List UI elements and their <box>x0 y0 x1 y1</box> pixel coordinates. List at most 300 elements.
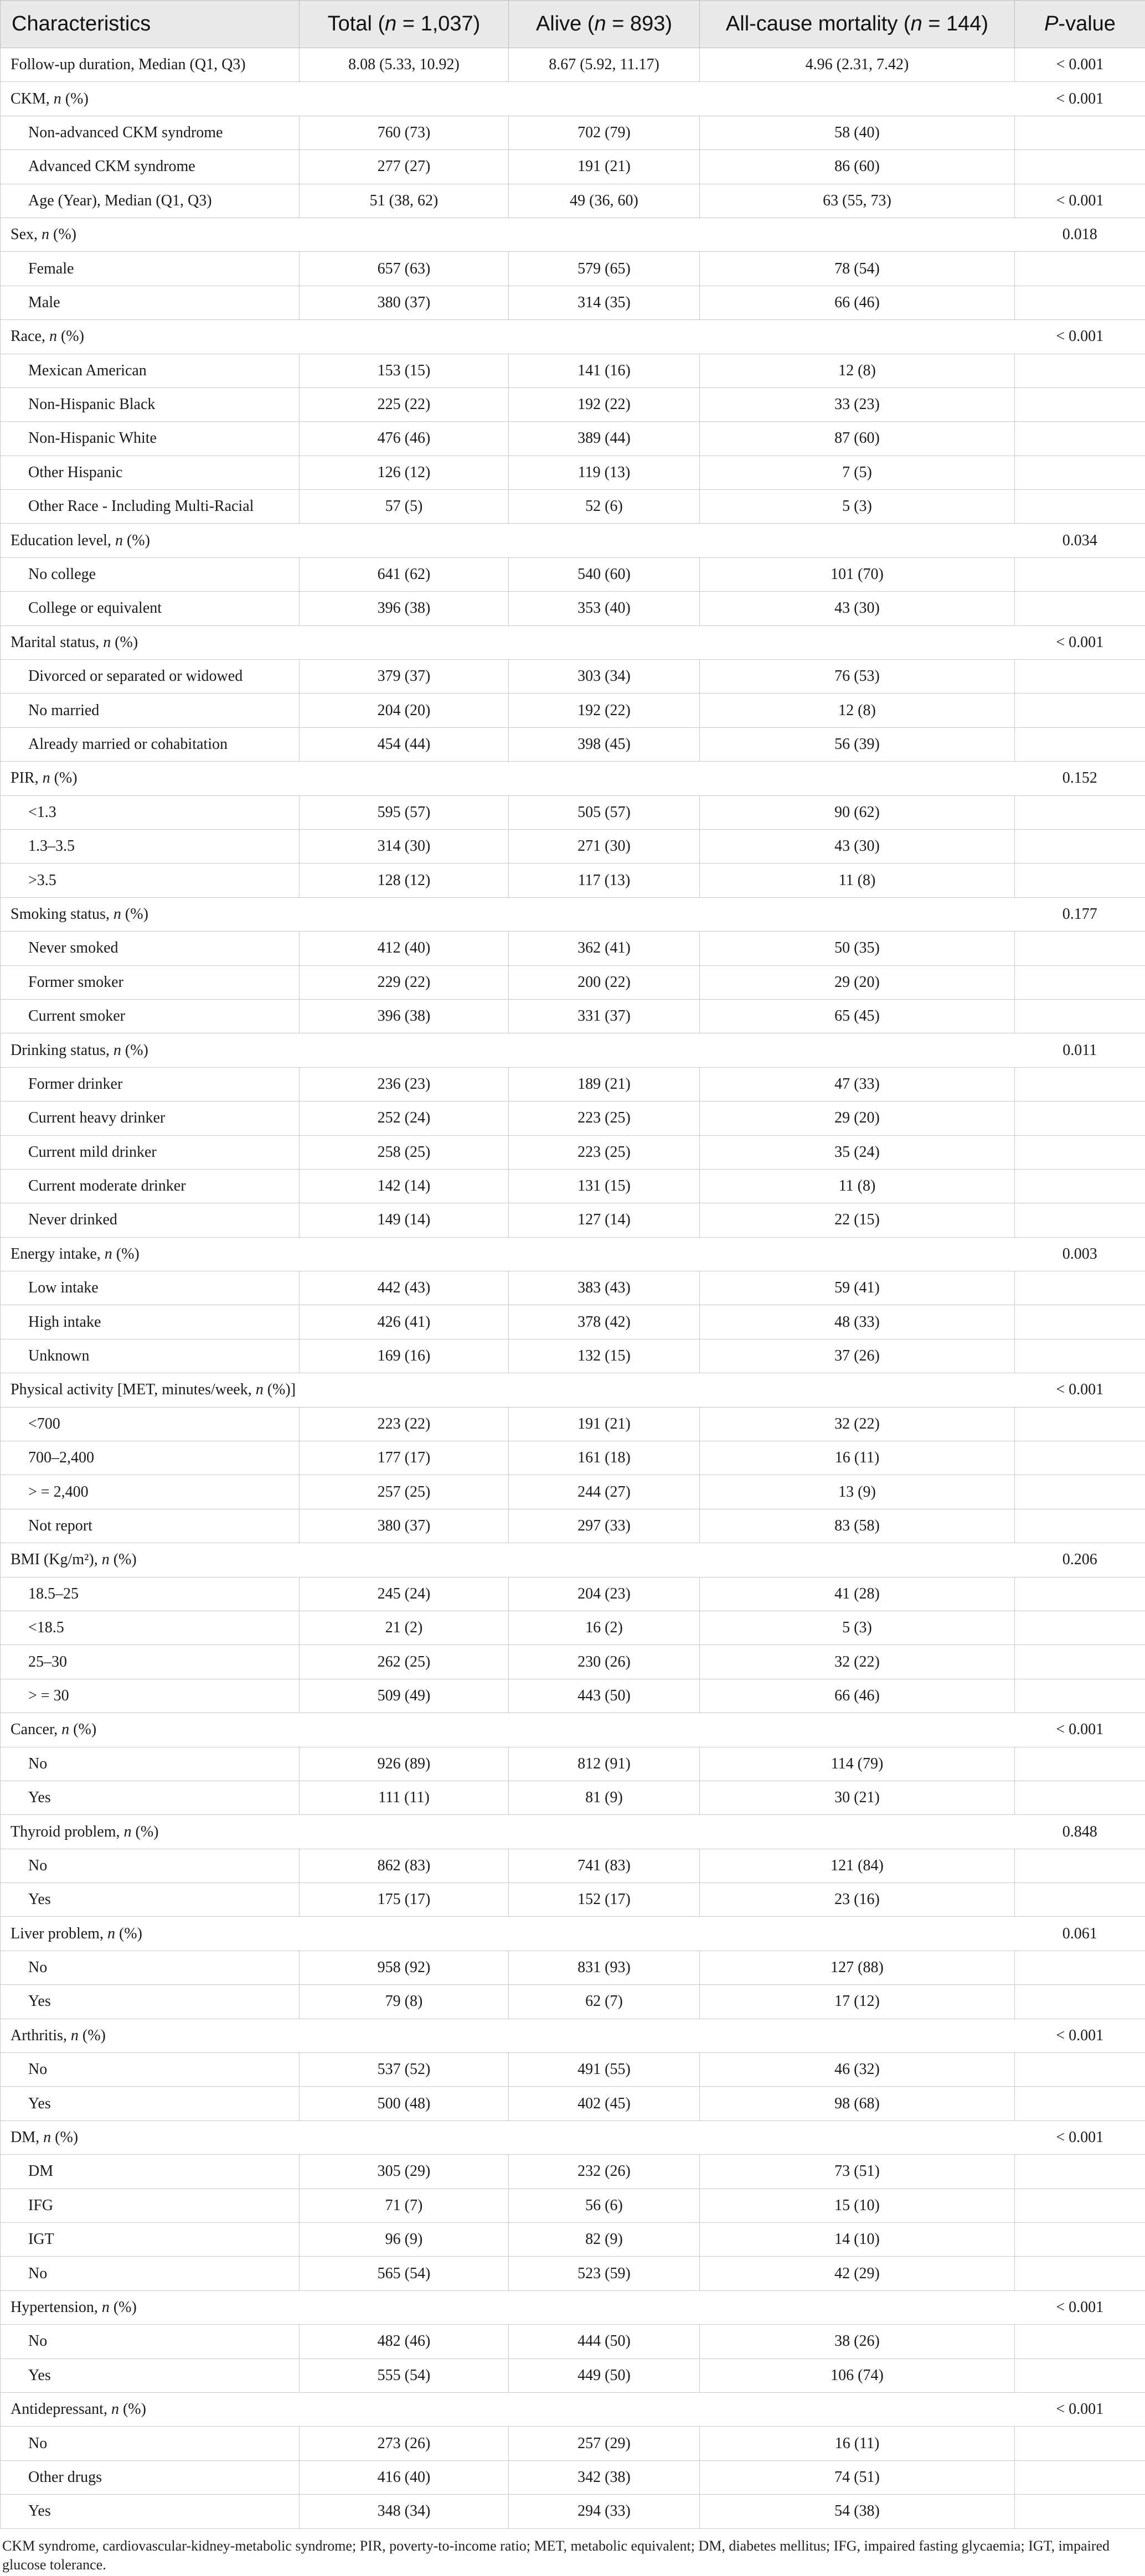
cell-alive <box>509 2019 700 2052</box>
cell-mortality: 17 (12) <box>700 1985 1015 2019</box>
cell-total: 305 (29) <box>300 2155 509 2189</box>
cell-alive <box>509 524 700 557</box>
cell-label: High intake <box>1 1305 300 1339</box>
cell-pvalue: < 0.001 <box>1015 2019 1145 2052</box>
table-row <box>1 116 1145 149</box>
cell-mortality <box>700 2290 1015 2324</box>
cell-mortality: 23 (16) <box>700 1883 1015 1917</box>
table-row <box>1 1883 1145 1917</box>
cell-alive <box>509 1033 700 1067</box>
cell-pvalue <box>1015 1339 1145 1373</box>
cell-pvalue: < 0.001 <box>1015 82 1145 116</box>
cell-mortality <box>700 320 1015 354</box>
cell-label: Non-Hispanic White <box>1 422 300 456</box>
table-row <box>1 2087 1145 2120</box>
cell-label: No <box>1 1951 300 1984</box>
cell-total: 416 (40) <box>300 2460 509 2494</box>
cell-pvalue: 0.003 <box>1015 1237 1145 1271</box>
cell-mortality: 106 (74) <box>700 2358 1015 2392</box>
cell-total <box>300 2019 509 2052</box>
cell-pvalue <box>1015 1271 1145 1305</box>
cell-pvalue <box>1015 2495 1145 2528</box>
cell-label: Thyroid problem, n (%) <box>1 1815 300 1849</box>
cell-label: Yes <box>1 2358 300 2392</box>
cell-label: Follow-up duration, Median (Q1, Q3) <box>1 48 300 82</box>
table-row <box>1 1917 1145 1951</box>
cell-pvalue <box>1015 354 1145 387</box>
cell-mortality: 37 (26) <box>700 1339 1015 1373</box>
cell-mortality: 38 (26) <box>700 2325 1015 2358</box>
cell-label: Energy intake, n (%) <box>1 1237 300 1271</box>
table-row <box>1 2495 1145 2528</box>
cell-alive: 232 (26) <box>509 2155 700 2189</box>
col-header-mortality: All-cause mortality (n = 144) <box>700 1 1015 48</box>
table-row <box>1 1237 1145 1271</box>
cell-total: 142 (14) <box>300 1169 509 1203</box>
table-row <box>1 1033 1145 1067</box>
table-row <box>1 320 1145 354</box>
cell-pvalue <box>1015 1475 1145 1509</box>
cell-total <box>300 1815 509 1849</box>
col-header-pvalue: P-value <box>1015 1 1145 48</box>
table-row <box>1 1169 1145 1203</box>
table-row <box>1 829 1145 863</box>
cell-label: 700–2,400 <box>1 1441 300 1475</box>
cell-total: 657 (63) <box>300 252 509 286</box>
cell-label: 25–30 <box>1 1645 300 1679</box>
cell-label: No <box>1 1849 300 1882</box>
cell-alive: 204 (23) <box>509 1577 700 1611</box>
header-row <box>1 1 1145 48</box>
table-row <box>1 1611 1145 1644</box>
cell-mortality <box>700 1713 1015 1747</box>
cell-pvalue <box>1015 727 1145 761</box>
table-footnote: CKM syndrome, cardiovascular-kidney-metabolic syndrome; PIR, poverty-to-income ratio; MET, metabolic equivalent; DM, diabetes mellitus; IFG, impaired fasting glycaemia; IGT, impaired glucose tolerance. <box>2 2537 1110 2573</box>
cell-label: No college <box>1 557 300 591</box>
cell-label: Smoking status, n (%) <box>1 897 300 931</box>
table-row <box>1 490 1145 524</box>
cell-pvalue <box>1015 999 1145 1033</box>
cell-mortality: 43 (30) <box>700 829 1015 863</box>
cell-label: Female <box>1 252 300 286</box>
cell-total <box>300 524 509 557</box>
table-row <box>1 2155 1145 2189</box>
cell-alive: 192 (22) <box>509 387 700 421</box>
cell-total: 128 (12) <box>300 863 509 897</box>
cell-alive: 62 (7) <box>509 1985 700 2019</box>
col-header-alive: Alive (n = 893) <box>509 1 700 48</box>
cell-mortality: 11 (8) <box>700 863 1015 897</box>
cell-mortality: 76 (53) <box>700 660 1015 694</box>
cell-total: 71 (7) <box>300 2189 509 2222</box>
cell-pvalue <box>1015 387 1145 421</box>
cell-alive: 271 (30) <box>509 829 700 863</box>
cell-total: 500 (48) <box>300 2087 509 2120</box>
cell-mortality: 15 (10) <box>700 2189 1015 2222</box>
cell-pvalue: < 0.001 <box>1015 1373 1145 1407</box>
cell-alive: 191 (21) <box>509 1407 700 1441</box>
cell-label: No <box>1 2427 300 2460</box>
cell-label: Physical activity [MET, minutes/week, n (%)] <box>1 1373 300 1407</box>
table-row <box>1 965 1145 999</box>
cell-total: 595 (57) <box>300 795 509 829</box>
cell-mortality: 32 (22) <box>700 1407 1015 1441</box>
cell-total <box>300 1237 509 1271</box>
cell-alive: 443 (50) <box>509 1679 700 1713</box>
cell-label: Former drinker <box>1 1067 300 1101</box>
cell-label: Current smoker <box>1 999 300 1033</box>
cell-pvalue: < 0.001 <box>1015 184 1145 218</box>
cell-total: 442 (43) <box>300 1271 509 1305</box>
cell-label: CKM, n (%) <box>1 82 300 116</box>
cell-label: Hypertension, n (%) <box>1 2290 300 2324</box>
cell-total: 555 (54) <box>300 2358 509 2392</box>
cell-alive: 294 (33) <box>509 2495 700 2528</box>
cell-alive: 223 (25) <box>509 1135 700 1169</box>
cell-mortality: 66 (46) <box>700 1679 1015 1713</box>
cell-total <box>300 1713 509 1747</box>
table-row <box>1 524 1145 557</box>
cell-mortality: 22 (15) <box>700 1203 1015 1237</box>
table-row <box>1 1135 1145 1169</box>
cell-label: IFG <box>1 2189 300 2222</box>
cell-total: 641 (62) <box>300 557 509 591</box>
table-row <box>1 592 1145 625</box>
cell-pvalue <box>1015 1849 1145 1882</box>
cell-alive <box>509 1237 700 1271</box>
cell-pvalue <box>1015 2155 1145 2189</box>
cell-mortality: 65 (45) <box>700 999 1015 1033</box>
cell-label: Marital status, n (%) <box>1 625 300 659</box>
cell-total: 314 (30) <box>300 829 509 863</box>
cell-label: > = 2,400 <box>1 1475 300 1509</box>
cell-alive <box>509 218 700 251</box>
cell-pvalue <box>1015 694 1145 727</box>
cell-total: 153 (15) <box>300 354 509 387</box>
cell-mortality: 41 (28) <box>700 1577 1015 1611</box>
cell-label: No <box>1 2053 300 2087</box>
cell-alive: 702 (79) <box>509 116 700 149</box>
cell-pvalue <box>1015 1509 1145 1543</box>
cell-total: 348 (34) <box>300 2495 509 2528</box>
cell-total: 509 (49) <box>300 1679 509 1713</box>
cell-mortality: 16 (11) <box>700 2427 1015 2460</box>
cell-pvalue <box>1015 1781 1145 1814</box>
cell-total: 21 (2) <box>300 1611 509 1644</box>
cell-label: Yes <box>1 1781 300 1814</box>
table-row <box>1 2120 1145 2154</box>
cell-label: 1.3–3.5 <box>1 829 300 863</box>
cell-alive: 119 (13) <box>509 456 700 489</box>
cell-total <box>300 1033 509 1067</box>
cell-pvalue: 0.011 <box>1015 1033 1145 1067</box>
cell-label: Other drugs <box>1 2460 300 2494</box>
table-row <box>1 1645 1145 1679</box>
table-row <box>1 1849 1145 1882</box>
cell-mortality: 43 (30) <box>700 592 1015 625</box>
cell-total <box>300 1373 509 1407</box>
cell-label: Yes <box>1 1985 300 2019</box>
cell-pvalue <box>1015 965 1145 999</box>
cell-total: 454 (44) <box>300 727 509 761</box>
cell-total: 537 (52) <box>300 2053 509 2087</box>
cell-mortality: 12 (8) <box>700 694 1015 727</box>
cell-alive <box>509 2120 700 2154</box>
cell-mortality: 121 (84) <box>700 1849 1015 1882</box>
cell-alive <box>509 1815 700 1849</box>
cell-total: 862 (83) <box>300 1849 509 1882</box>
cell-alive: 540 (60) <box>509 557 700 591</box>
cell-label: Non-Hispanic Black <box>1 387 300 421</box>
cell-mortality <box>700 82 1015 116</box>
cell-label: Male <box>1 286 300 319</box>
cell-alive: 117 (13) <box>509 863 700 897</box>
cell-pvalue: < 0.001 <box>1015 1713 1145 1747</box>
cell-total: 926 (89) <box>300 1747 509 1781</box>
cell-total: 175 (17) <box>300 1883 509 1917</box>
cell-total: 277 (27) <box>300 150 509 184</box>
cell-pvalue: 0.061 <box>1015 1917 1145 1951</box>
table-row <box>1 2189 1145 2222</box>
cell-label: Unknown <box>1 1339 300 1373</box>
table-row <box>1 2290 1145 2324</box>
cell-label: College or equivalent <box>1 592 300 625</box>
cell-total: 96 (9) <box>300 2223 509 2257</box>
cell-mortality: 50 (35) <box>700 932 1015 965</box>
cell-pvalue: 0.152 <box>1015 762 1145 795</box>
table-row <box>1 1577 1145 1611</box>
table-row <box>1 795 1145 829</box>
cell-total: 149 (14) <box>300 1203 509 1237</box>
cell-label: Yes <box>1 2087 300 2120</box>
cell-alive: 331 (37) <box>509 999 700 1033</box>
cell-alive: 8.67 (5.92, 11.17) <box>509 48 700 82</box>
cell-mortality: 42 (29) <box>700 2257 1015 2290</box>
cell-mortality: 48 (33) <box>700 1305 1015 1339</box>
cell-total: 380 (37) <box>300 1509 509 1543</box>
table-row <box>1 1305 1145 1339</box>
cell-label: Current moderate drinker <box>1 1169 300 1203</box>
cell-label: Not report <box>1 1509 300 1543</box>
table-row <box>1 932 1145 965</box>
cell-label: Education level, n (%) <box>1 524 300 557</box>
cell-alive <box>509 1373 700 1407</box>
cell-label: Yes <box>1 2495 300 2528</box>
cell-mortality: 46 (32) <box>700 2053 1015 2087</box>
cell-alive: 49 (36, 60) <box>509 184 700 218</box>
cell-mortality: 63 (55, 73) <box>700 184 1015 218</box>
cell-alive: 398 (45) <box>509 727 700 761</box>
cell-label: BMI (Kg/m²), n (%) <box>1 1543 300 1577</box>
table-row <box>1 1339 1145 1373</box>
cell-pvalue <box>1015 2358 1145 2392</box>
cell-alive <box>509 320 700 354</box>
cell-mortality: 87 (60) <box>700 422 1015 456</box>
cell-alive: 192 (22) <box>509 694 700 727</box>
cell-alive: 132 (15) <box>509 1339 700 1373</box>
cell-total: 958 (92) <box>300 1951 509 1984</box>
cell-label: Current mild drinker <box>1 1135 300 1169</box>
cell-alive: 523 (59) <box>509 2257 700 2290</box>
table-row <box>1 1747 1145 1781</box>
cell-label: Other Hispanic <box>1 456 300 489</box>
cell-mortality: 86 (60) <box>700 150 1015 184</box>
cell-alive: 579 (65) <box>509 252 700 286</box>
cell-pvalue <box>1015 829 1145 863</box>
cell-label: DM, n (%) <box>1 2120 300 2154</box>
cell-label: Arthritis, n (%) <box>1 2019 300 2052</box>
cell-alive: 191 (21) <box>509 150 700 184</box>
cell-mortality: 74 (51) <box>700 2460 1015 2494</box>
cell-mortality: 98 (68) <box>700 2087 1015 2120</box>
cell-pvalue <box>1015 2427 1145 2460</box>
cell-alive: 244 (27) <box>509 1475 700 1509</box>
cell-total <box>300 625 509 659</box>
cell-pvalue <box>1015 1577 1145 1611</box>
table-row <box>1 1407 1145 1441</box>
cell-alive: 383 (43) <box>509 1271 700 1305</box>
cell-total: 482 (46) <box>300 2325 509 2358</box>
cell-mortality: 78 (54) <box>700 252 1015 286</box>
cell-label: >3.5 <box>1 863 300 897</box>
cell-mortality: 7 (5) <box>700 456 1015 489</box>
cell-total: 169 (16) <box>300 1339 509 1373</box>
table-row <box>1 2358 1145 2392</box>
table-row <box>1 422 1145 456</box>
cell-mortality: 33 (23) <box>700 387 1015 421</box>
cell-pvalue <box>1015 150 1145 184</box>
cell-label: Former smoker <box>1 965 300 999</box>
cell-total: 760 (73) <box>300 116 509 149</box>
col-header-characteristics: Characteristics <box>1 1 300 48</box>
table-row <box>1 1781 1145 1814</box>
table-row <box>1 1509 1145 1543</box>
cell-mortality: 11 (8) <box>700 1169 1015 1203</box>
cell-pvalue: 0.848 <box>1015 1815 1145 1849</box>
cell-total: 57 (5) <box>300 490 509 524</box>
cell-label: > = 30 <box>1 1679 300 1713</box>
cell-alive: 16 (2) <box>509 1611 700 1644</box>
cell-pvalue <box>1015 1169 1145 1203</box>
cell-label: PIR, n (%) <box>1 762 300 795</box>
table-row <box>1 218 1145 251</box>
cell-pvalue <box>1015 2325 1145 2358</box>
cell-total <box>300 2120 509 2154</box>
cell-pvalue <box>1015 116 1145 149</box>
cell-mortality: 29 (20) <box>700 965 1015 999</box>
table-row <box>1 456 1145 489</box>
cell-alive: 505 (57) <box>509 795 700 829</box>
cell-pvalue: < 0.001 <box>1015 2392 1145 2426</box>
cell-total: 252 (24) <box>300 1101 509 1135</box>
cell-alive: 141 (16) <box>509 354 700 387</box>
cell-alive: 362 (41) <box>509 932 700 965</box>
cell-alive: 342 (38) <box>509 2460 700 2494</box>
cell-alive <box>509 1543 700 1577</box>
cell-alive: 223 (25) <box>509 1101 700 1135</box>
cell-mortality: 101 (70) <box>700 557 1015 591</box>
cell-pvalue <box>1015 1407 1145 1441</box>
cell-pvalue <box>1015 1441 1145 1475</box>
cell-pvalue <box>1015 863 1145 897</box>
cell-mortality: 66 (46) <box>700 286 1015 319</box>
cell-alive: 741 (83) <box>509 1849 700 1882</box>
cell-total: 396 (38) <box>300 999 509 1033</box>
cell-mortality: 73 (51) <box>700 2155 1015 2189</box>
cell-label: Drinking status, n (%) <box>1 1033 300 1067</box>
table-row <box>1 1713 1145 1747</box>
cell-pvalue <box>1015 1747 1145 1781</box>
cell-total <box>300 762 509 795</box>
cell-alive: 127 (14) <box>509 1203 700 1237</box>
table-row <box>1 286 1145 319</box>
cell-pvalue: 0.206 <box>1015 1543 1145 1577</box>
cell-mortality: 114 (79) <box>700 1747 1015 1781</box>
cell-alive: 200 (22) <box>509 965 700 999</box>
cell-mortality: 5 (3) <box>700 490 1015 524</box>
cell-label: Never smoked <box>1 932 300 965</box>
cell-mortality <box>700 625 1015 659</box>
cell-total: 412 (40) <box>300 932 509 965</box>
cell-alive <box>509 2290 700 2324</box>
table-row <box>1 1985 1145 2019</box>
cell-pvalue: < 0.001 <box>1015 320 1145 354</box>
table-row <box>1 897 1145 931</box>
cell-pvalue: < 0.001 <box>1015 625 1145 659</box>
table-row <box>1 2257 1145 2290</box>
cell-pvalue <box>1015 1883 1145 1917</box>
table-row <box>1 762 1145 795</box>
cell-mortality: 35 (24) <box>700 1135 1015 1169</box>
cell-total: 225 (22) <box>300 387 509 421</box>
cell-total <box>300 1917 509 1951</box>
cell-label: Current heavy drinker <box>1 1101 300 1135</box>
table-row <box>1 150 1145 184</box>
cell-total: 476 (46) <box>300 422 509 456</box>
table-row <box>1 999 1145 1033</box>
cell-mortality: 30 (21) <box>700 1781 1015 1814</box>
cell-mortality <box>700 1917 1015 1951</box>
cell-alive <box>509 625 700 659</box>
table-row <box>1 1271 1145 1305</box>
cell-label: 18.5–25 <box>1 1577 300 1611</box>
cell-alive: 297 (33) <box>509 1509 700 1543</box>
cell-pvalue <box>1015 795 1145 829</box>
table-row <box>1 727 1145 761</box>
table-row <box>1 2460 1145 2494</box>
cell-label: Antidepressant, n (%) <box>1 2392 300 2426</box>
cell-mortality: 32 (22) <box>700 1645 1015 1679</box>
cell-alive: 131 (15) <box>509 1169 700 1203</box>
cell-alive <box>509 1917 700 1951</box>
table-row <box>1 660 1145 694</box>
cell-total <box>300 218 509 251</box>
cell-label: Never drinked <box>1 1203 300 1237</box>
cell-total: 262 (25) <box>300 1645 509 1679</box>
cell-alive: 303 (34) <box>509 660 700 694</box>
cell-total: 8.08 (5.33, 10.92) <box>300 48 509 82</box>
table-body <box>1 48 1145 2529</box>
cell-label: Sex, n (%) <box>1 218 300 251</box>
cell-total: 257 (25) <box>300 1475 509 1509</box>
cell-total: 236 (23) <box>300 1067 509 1101</box>
cell-mortality: 5 (3) <box>700 1611 1015 1644</box>
cell-pvalue <box>1015 557 1145 591</box>
cell-label: No <box>1 1747 300 1781</box>
cell-total <box>300 320 509 354</box>
cell-total: 565 (54) <box>300 2257 509 2290</box>
cell-mortality <box>700 762 1015 795</box>
